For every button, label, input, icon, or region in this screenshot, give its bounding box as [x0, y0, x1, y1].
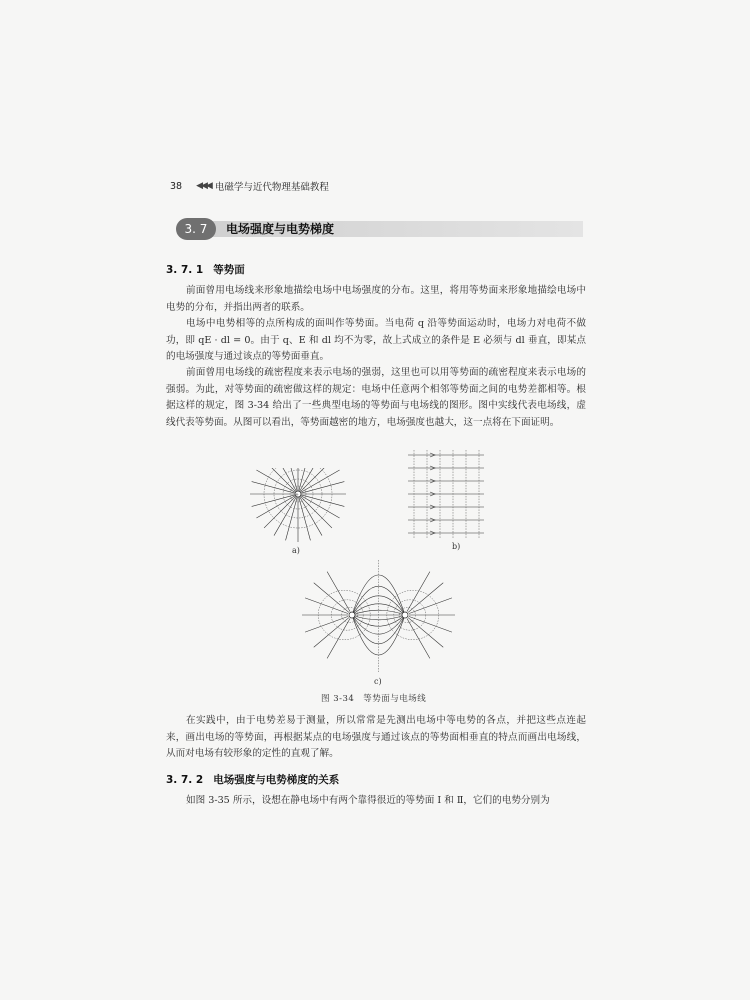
figure-caption: 图 3-34 等势面与电场线 — [321, 694, 427, 704]
field-line — [299, 497, 311, 540]
field-line — [286, 497, 298, 540]
field-line — [252, 482, 295, 494]
paragraph: 前面曾用电场线的疏密程度来表示电场的强弱，这里也可以用等势面的疏密程度来表示电场的强弱。为此，对等势面的疏密做这样的规定：电场中任意两个相邻等势面之间的电势差都相等。根据这样的规定，图 3-34 给出了一些典型电场的等势面与电场线的图形。图中实线代表电场线，虚线代表等势面。从图可以看出，等势面越密的地方，电场强度也越大，这一点将在下面证明。 — [166, 367, 586, 428]
field-line — [256, 496, 295, 518]
field-line — [301, 496, 340, 518]
field-line — [305, 616, 348, 632]
field-line — [327, 618, 350, 658]
field-line — [300, 468, 331, 492]
field-line — [327, 572, 350, 612]
field-line — [300, 497, 322, 536]
paragraph: 电场中电势相等的点所构成的面叫作等势面。当电荷 q 沿等势面运动时，电场力对电荷不做功，即 qE · dl = 0。由于 q、E 和 dl 均不为零，故上式成立的条件是 E 必须与 dl 垂直，即某点的电场强度与通过该点的等势面垂直。 — [166, 318, 586, 362]
field-line — [314, 583, 349, 613]
paragraph: 前面曾用电场线来形象地描绘电场中电场强度的分布。这里，将用等势面来形象地描绘电场中电势的分布，并指出两者的联系。 — [166, 285, 586, 313]
subsection-number: 3. 7. 2 — [166, 774, 204, 786]
field-line — [407, 572, 430, 612]
field-line — [301, 470, 340, 492]
figure-point-charge — [248, 468, 348, 548]
figure-uniform-field — [406, 450, 486, 540]
field-line — [252, 495, 295, 507]
subsection-heading-2 — [166, 772, 339, 787]
field-line — [300, 496, 331, 527]
arrow-icon: ◀◀◀ — [196, 181, 211, 191]
field-line — [314, 618, 349, 648]
figure-label-a: a) — [292, 546, 300, 555]
field-line — [305, 598, 348, 614]
field-line — [408, 618, 443, 648]
field-line — [409, 598, 452, 614]
field-line — [407, 618, 430, 658]
section-heading — [168, 218, 583, 240]
book-title: 电磁学与近代物理基础教程 — [214, 182, 329, 193]
field-line — [301, 482, 344, 494]
running-header — [170, 179, 329, 193]
field-line — [256, 470, 295, 492]
field-line — [409, 616, 452, 632]
field-line — [300, 468, 322, 491]
field-line — [274, 468, 296, 491]
figure-dipole — [300, 560, 460, 675]
paragraph: 如图 3-35 所示，设想在静电场中有两个靠得很近的等势面 Ⅰ 和 Ⅱ，它们的电势分别为 — [186, 795, 550, 806]
field-line — [264, 496, 295, 527]
field-line — [301, 495, 344, 507]
section-title: 电场强度与电势梯度 — [226, 222, 335, 236]
field-line — [274, 497, 296, 536]
page-number: 38 — [170, 180, 183, 192]
subsection-heading-1 — [166, 262, 245, 277]
svg-text:+: + — [294, 492, 300, 498]
subsection-title: 电场强度与电势梯度的关系 — [213, 774, 340, 786]
field-line — [408, 583, 443, 613]
subsection-number: 3. 7. 1 — [166, 264, 204, 276]
section-number: 3. 7 — [176, 218, 216, 240]
field-line — [264, 468, 295, 492]
figure-label-b: b) — [452, 542, 461, 551]
figure-label-c: c) — [374, 677, 382, 686]
paragraph: 在实践中，由于电势差易于测量，所以常常是先测出电场中等电势的各点，并把这些点连起来，画出电场的等势面，再根据某点的电场强度与通过该点的等势面相垂直的特点而画出电场线，从而对电场有较形象的定性的直观了解。 — [166, 715, 586, 759]
subsection-title: 等势面 — [213, 264, 245, 276]
